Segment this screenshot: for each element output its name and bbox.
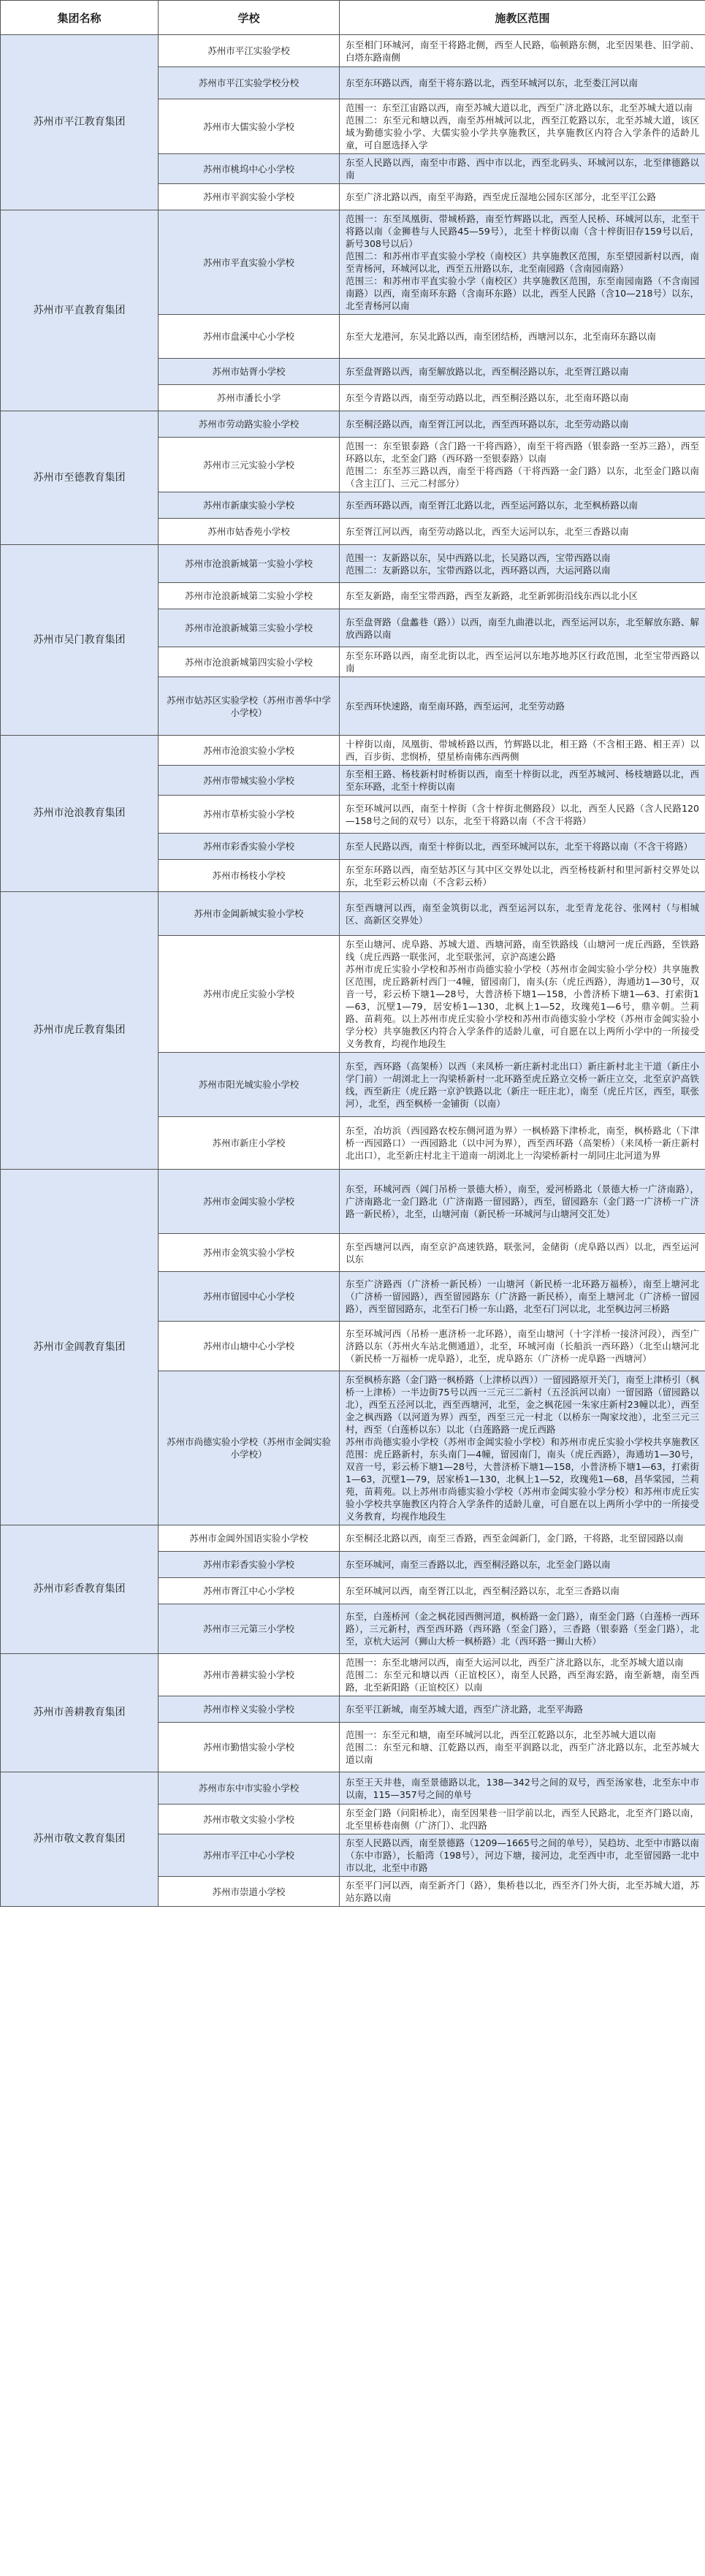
school-name: 苏州市留园中心小学校 bbox=[159, 1272, 340, 1322]
district-paragraph: 东至枫桥东路（金门路一枫桥路（上津桥以西））一留园路原开关门，南至上津桥引（枫桥一上津桥）一半边街75号以西一三元三二新村（五泾浜河以南）一留园路（留园路以北），西至五泾河以北，西至西塘河，北至，金之枫花园一朱家庄新村23幢以北），西至金之枫西路（以河道为界）西至，西至三元一村北（以桥东一陶家坟池），北至三元三村，西至（白莲桥以东）以北（白莲路路一虎丘西路 bbox=[346, 1374, 699, 1435]
header-row bbox=[1, 1, 705, 35]
school-name: 苏州市勤惜实验小学校 bbox=[159, 1723, 340, 1772]
district-paragraph: 东至金门路（问阳桥北），南至因果巷一旧学前以北，西至人民路北，北至齐门路以南，北至里桥巷南侧（广济门）、北四路 bbox=[346, 1807, 699, 1831]
district-range bbox=[340, 1805, 705, 1834]
district-paragraph: 东至环城河以西，南至十梓街（含十梓街北侧路段）以北，西至人民路（含人民路120—158号之间的双号）以东，北至干将路以南（不含干将路） bbox=[346, 802, 699, 826]
school-name: 苏州市平江实验学校分校 bbox=[159, 67, 340, 99]
district-paragraph: 东至广济北路以西，南至平海路，西至虎丘湿地公园东区部分，北至平江公路 bbox=[346, 191, 657, 202]
school-name: 苏州市山塘中心小学校 bbox=[159, 1322, 340, 1371]
school-name: 苏州市金阊新城实验小学校 bbox=[159, 892, 340, 936]
district-paragraph: 东至西环快速路，南至南环路，西至运河，北至劳动路 bbox=[346, 701, 565, 712]
table-row bbox=[1, 1170, 705, 1234]
district-range bbox=[340, 154, 705, 184]
district-range bbox=[340, 1322, 705, 1371]
group-name: 苏州市吴门教育集团 bbox=[1, 545, 159, 736]
district-paragraph: 东至东环路以西，南至北街以北，西至运河以东地苏地苏区行政范围，北至宝带西路以南 bbox=[346, 650, 699, 674]
district-paragraph: 东至环城河，南至三香路以北，西至桐泾路以东，北至金门路以南 bbox=[346, 1559, 611, 1570]
district-paragraph: 范围一：东至元和塘，南至环城河以北，西至江乾路以东，北至苏城大道以南 bbox=[346, 1729, 657, 1740]
group-name: 苏州市彩香教育集团 bbox=[1, 1525, 159, 1654]
district-paragraph: 东至西塘河以西，南至金筑街以北，西至运河以东，北至青龙花谷、张网村（与相城区、高新区交界处） bbox=[346, 902, 699, 926]
district-range bbox=[340, 647, 705, 677]
district-paragraph: 东至广济路西（广济桥一新民桥）一山塘河（新民桥一北环路万福桥），南至上塘河北（广济桥一留园路），西至留园路东（广济路一新民桥），南至上塘河北（广济桥一留园路），西至留园路东，北至石门桥一东山路，北至石门河以北，北至枫边河三桥路 bbox=[346, 1279, 699, 1314]
header-district: 施教区范围 bbox=[340, 1, 705, 35]
district-paragraph: 东至相门环城河，南至干将路北侧，西至人民路，临顿路东侧，北至因果巷、旧学前、白塔东路南侧 bbox=[346, 39, 699, 63]
district-paragraph: 东至王天井巷，南至景德路以北，138—342号之间的双号，西至汤家巷，北至东中市以南，115—357号之间的单号 bbox=[346, 1776, 699, 1800]
school-name: 苏州市沧浪实验小学校 bbox=[159, 736, 340, 766]
district-range bbox=[340, 359, 705, 385]
district-paragraph: 东至相王路、杨枝新村时桥街以西，南至十梓街以北，西至苏城河、杨枝塘路以北，西至东环路，北至十梓街以南 bbox=[346, 769, 699, 792]
school-name: 苏州市劳动路实验小学校 bbox=[159, 411, 340, 438]
district-paragraph: 东至平门河以西，南至新齐门（路），集桥巷以北，西至齐门外大街，北至苏城大道，苏站东路以南 bbox=[346, 1880, 699, 1903]
school-name: 苏州市沧浪新城第二实验小学校 bbox=[159, 583, 340, 609]
district-range bbox=[340, 99, 705, 154]
group-name: 苏州市虎丘教育集团 bbox=[1, 892, 159, 1170]
school-name: 苏州市胥江中心小学校 bbox=[159, 1578, 340, 1604]
table-row bbox=[1, 35, 705, 67]
district-range bbox=[340, 1578, 705, 1604]
district-paragraph: 东至环城河西（吊桥一惠济桥一北环路），南至山塘河（十字洋桥一接济河段），西至广济路以东（苏州火车站北侧通道），北至，环城河南（长船浜一西环路）（北至山塘河北（新民桥一万福桥一虎阜路），北至，虎阜路东（广济桥一虎阜路一西塘河） bbox=[346, 1328, 699, 1364]
school-name: 苏州市新庄小学校 bbox=[159, 1117, 340, 1170]
district-paragraph: 范围一：东至银泰路（含门路一干将西路），南至干将西路（银泰路一至苏三路），西至环路以东，北至金门路（西环路一至银泰路）以南 bbox=[346, 441, 699, 464]
district-range bbox=[340, 1772, 705, 1805]
district-paragraph: 范围二：东至元和塘以西，南至苏州城河以北，西至江乾路以东，北至苏城大道，该区域为勤德实验小学、大儒实验小学共享施教区，共享施教区内符合入学条件的适龄儿童，可自愿选择入学 bbox=[346, 115, 699, 150]
district-range bbox=[340, 677, 705, 736]
district-paragraph: 范围一：友新路以东，吴中西路以北，长吴路以西，宝带西路以南 bbox=[346, 552, 611, 563]
school-name: 苏州市阳光城实验小学校 bbox=[159, 1053, 340, 1117]
district-range bbox=[340, 1117, 705, 1170]
school-name: 苏州市大儒实验小学校 bbox=[159, 99, 340, 154]
school-name: 苏州市新康实验小学校 bbox=[159, 492, 340, 519]
district-range bbox=[340, 35, 705, 67]
district-paragraph: 东至盘胥路（盘蠡巷（路））以西，南至九曲港以北，西至运河以东，北至解放东路、解放西路以南 bbox=[346, 616, 699, 640]
district-paragraph: 东至东环路以西，南至姑苏区与其中区交界处以北，西至杨枝新村和里河新村交界处以东，北至彩云桥以南（不含彩云桥） bbox=[346, 864, 699, 888]
table-row bbox=[1, 210, 705, 315]
district-paragraph: 苏州市尚德实验小学校（苏州市金阊实验小学校）和苏州市虎丘实验小学校共享施教区范围：虎丘路新村，东头南门—4幢，留园南门，南头（虎丘西路），海通坊1—30号，双音一号，彩云桥下塘1—28号，大普济桥下塘1—158，小普济桥下塘1—63，打索街1—63，沉壁1—79，居家桥1—130，北枫上1—52，玫瑰苑1—68，昌华棠园，兰莉苑，苗莉苑。以上苏州市尚德实验小学校（苏州市金阊实验小学分校）和苏州市虎丘实验小学校共享施教区内符合入学条件的适龄儿童，可自愿在以上两所小学中的一所接受义务教育，均视作地段生 bbox=[346, 1436, 699, 1522]
district-paragraph: 范围二：东至苏三路以西，南至干将西路（干将西路一金门路）以东，北至金门路以南（含主江门、三元二村部分） bbox=[346, 465, 699, 489]
district-range bbox=[340, 1525, 705, 1552]
school-name: 苏州市彩香实验小学校 bbox=[159, 1552, 340, 1578]
school-name: 苏州市彩香实验小学校 bbox=[159, 834, 340, 860]
header-group: 集团名称 bbox=[1, 1, 159, 35]
district-paragraph: 苏州市虎丘实验小学校和苏州市尚德实验小学校（苏州市金阊实验小学分校）共享施教区范围，虎丘路新村西门一4幢，留园南门，南头(东（虎丘西路），海通坊1—30号，双音一号，彩云桥下塘1—28号，大普济桥下塘1—158，小普济桥下塘1—63、打索街1—63，沉壁1—79，居安桥1—130，北枫上1—52，玫瑰苑1—6号，鼎辛朝。兰莉路、苗莉苑。以上苏州市虎丘实验小学校和苏州市尚德实验小学校（苏州市金阊实验小学分校）共享施教区内符合入学条件的适龄儿童，可自愿在以上两所小学中的一所接受义务教育，均视作地段生 bbox=[346, 964, 699, 1049]
district-range bbox=[340, 1272, 705, 1322]
district-range bbox=[340, 315, 705, 359]
school-name: 苏州市金筑实验小学校 bbox=[159, 1234, 340, 1272]
school-name: 苏州市三元第三小学校 bbox=[159, 1604, 340, 1654]
district-paragraph: 范围二：友新路以东，宝带西路以北，西环路以西，大运河路以南 bbox=[346, 564, 611, 576]
district-range bbox=[340, 609, 705, 647]
district-paragraph: 东至西环路以西，南至胥江北路以北，西至运河路以东，北至枫桥路以南 bbox=[346, 500, 639, 511]
school-name: 苏州市姑苏区实验学校（苏州市善华中学小学校） bbox=[159, 677, 340, 736]
district-range bbox=[340, 1877, 705, 1907]
district-range bbox=[340, 1654, 705, 1696]
district-range bbox=[340, 1723, 705, 1772]
header-school: 学校 bbox=[159, 1, 340, 35]
school-name: 苏州市草桥实验小学校 bbox=[159, 796, 340, 834]
district-range bbox=[340, 545, 705, 583]
district-paragraph: 范围一：东至凤凰街、带城桥路，南至竹辉路以北，西至人民桥、环城河以东，北至干将路以南（金狮巷与人民路45—59号），北至十梓街以南（含十梓街旧存159号以后，新号308号以后） bbox=[346, 213, 699, 249]
district-range bbox=[340, 67, 705, 99]
district-paragraph: 范围一：东至江宙路以西，南至苏城大道以北，西至广济北路以东，北至苏城大道以南 bbox=[346, 102, 693, 113]
group-name: 苏州市平直教育集团 bbox=[1, 210, 159, 411]
district-paragraph: 东至，冶坊浜（西园路农校东侧河道为界）一枫桥路下津桥北，南至，枫桥路北（下津桥一西园路口）一西园路北（以中河为界），西至西环路（高架桥）（来凤桥一新庄新村北出口），北至新庄村北主干道南一胡浏北上一沟梁桥新村一胡同庄北河道为界 bbox=[346, 1125, 699, 1161]
school-name: 苏州市盘溪中心小学校 bbox=[159, 315, 340, 359]
school-name: 苏州市潘长小学 bbox=[159, 385, 340, 411]
district-range bbox=[340, 438, 705, 492]
district-range bbox=[340, 184, 705, 210]
school-name: 苏州市崇道小学校 bbox=[159, 1877, 340, 1907]
district-paragraph: 东至平江新城，南至苏城大道，西至广济北路，北至平海路 bbox=[346, 1704, 584, 1715]
district-paragraph: 东至桐泾北路以西，南至三香路，西至金阊新门，金门路，干将路，北至留园路以南 bbox=[346, 1533, 684, 1544]
school-name: 苏州市善耕实验小学校 bbox=[159, 1654, 340, 1696]
table-row bbox=[1, 892, 705, 936]
group-name: 苏州市平江教育集团 bbox=[1, 35, 159, 210]
district-range bbox=[340, 892, 705, 936]
district-range bbox=[340, 796, 705, 834]
table-row bbox=[1, 1772, 705, 1805]
district-paragraph: 东至山塘河、虎阜路、苏城大道、西塘河路，南至铁路线（山塘河一虎丘西路，至铁路线（虎丘西路一联张河，北至联张河，京沪高速公路 bbox=[346, 939, 699, 962]
school-name: 苏州市沧浪新城第四实验小学校 bbox=[159, 647, 340, 677]
school-name: 苏州市沧浪新城第三实验小学校 bbox=[159, 609, 340, 647]
district-paragraph: 东至，环城河西（阊门吊桥一景德大桥），南至，爱河桥路北（景德大桥一广济南路），广济南路北一金门路北（广济南路一留园路），西至，留园路东（金门路一广济桥一广济路一新民桥），北至，山塘河南（新民桥一环城河与山塘河交汇处） bbox=[346, 1184, 699, 1219]
district-paragraph: 东至友新路，南至宝带西路，西至友新路，北至新郭街沿线东西以北小区 bbox=[346, 590, 639, 601]
group-name: 苏州市善耕教育集团 bbox=[1, 1654, 159, 1772]
school-name: 苏州市梓义实验小学校 bbox=[159, 1696, 340, 1723]
district-paragraph: 东至，白莲桥河（金之枫花园西侧河道，枫桥路一金门路），南至金门路（白莲桥一西环路），三元新村，西至西环路（西环路（至金门路），三香路（银泰路（至金门路），北至，京杭大运河（狮山大桥一枫桥路）北（西环路一狮山大桥） bbox=[346, 1611, 699, 1647]
table-row bbox=[1, 1525, 705, 1552]
school-name: 苏州市沧浪新城第一实验小学校 bbox=[159, 545, 340, 583]
school-name: 苏州市平润实验小学校 bbox=[159, 184, 340, 210]
district-range bbox=[340, 936, 705, 1053]
group-name: 苏州市至德教育集团 bbox=[1, 411, 159, 545]
school-name: 苏州市桃坞中心小学校 bbox=[159, 154, 340, 184]
district-range bbox=[340, 1604, 705, 1654]
table-body bbox=[1, 35, 705, 1907]
school-name: 苏州市平直实验小学校 bbox=[159, 210, 340, 315]
school-name: 苏州市姑胥小学校 bbox=[159, 359, 340, 385]
district-range bbox=[340, 519, 705, 545]
school-name: 苏州市虎丘实验小学校 bbox=[159, 936, 340, 1053]
table-row bbox=[1, 1654, 705, 1696]
district-range bbox=[340, 834, 705, 860]
group-name: 苏州市敬文教育集团 bbox=[1, 1772, 159, 1907]
school-name: 苏州市敬文实验小学校 bbox=[159, 1805, 340, 1834]
district-paragraph: 东至东环路以西，南至干将东路以北，西至环城河以东，北至娄江河以南 bbox=[346, 77, 639, 88]
district-range bbox=[340, 1696, 705, 1723]
district-range bbox=[340, 860, 705, 892]
district-paragraph: 东至人民路以西，南至景德路（1209—1665号之间的单号），吴趋坊、北至中市路以南（东中市路），长船湾（198号），河边下塘，接河边，北至西中市，北至留园路一北中市以北，北至中市路 bbox=[346, 1837, 699, 1873]
table-row bbox=[1, 736, 705, 766]
school-name: 苏州市带城实验小学校 bbox=[159, 766, 340, 796]
district-paragraph: 东至今青路以西，南至劳动路以北，西至桐泾路以东，北至南环路以南 bbox=[346, 392, 629, 403]
school-name: 苏州市尚德实验小学校（苏州市金阊实验小学校） bbox=[159, 1371, 340, 1525]
district-range bbox=[340, 583, 705, 609]
district-paragraph: 东至人民路以西，南至中市路、西中市以北，西至北码头、环城河以东，北至律德路以南 bbox=[346, 157, 699, 180]
district-range bbox=[340, 1834, 705, 1877]
district-paragraph: 东至大龙港河，东吴北路以西，南至团结桥，西塘河以东，北至南环东路以南 bbox=[346, 331, 657, 342]
district-paragraph: 东至桐泾路以西，南至胥江河以北，西至西环路以东，北至劳动路以南 bbox=[346, 419, 629, 430]
school-name: 苏州市东中市实验小学校 bbox=[159, 1772, 340, 1805]
district-paragraph: 东至人民路以西，南至十梓街以北，西至环城河以东，北至干将路以南（不含干将路） bbox=[346, 841, 693, 852]
school-name: 苏州市平江中心小学校 bbox=[159, 1834, 340, 1877]
school-name: 苏州市平江实验学校 bbox=[159, 35, 340, 67]
district-paragraph: 范围二：东至元和塘、江乾路以西，南至平润路以北，西至广济北路以东，北至苏城大道以南 bbox=[346, 1742, 699, 1765]
district-paragraph: 东至，西环路（高架桥）以西（来凤桥一新庄新村北出口）新庄新村北主干道（新庄小学门前）一胡浏北上一沟梁桥新村一北环路至虎丘路立交桥一新庄立交，北至京沪高铁线，西至新庄（虎丘路一京沪铁路以北（新庄一旺庄北），南至（虎丘片区，西至，联张河），北至，西至枫桥一金铺街（以南） bbox=[346, 1060, 699, 1109]
district-range bbox=[340, 766, 705, 796]
school-name: 苏州市金阊外国语实验小学校 bbox=[159, 1525, 340, 1552]
group-name: 苏州市沧浪教育集团 bbox=[1, 736, 159, 892]
table-row bbox=[1, 411, 705, 438]
district-range bbox=[340, 1371, 705, 1525]
district-range bbox=[340, 1170, 705, 1234]
school-name: 苏州市杨枝小学校 bbox=[159, 860, 340, 892]
district-paragraph: 范围二：和苏州市平直实验小学校（南校区）共享施教区范围，东至望园新村以西，南至青杨河，环城河以北，西至五卅路以东，北至南园路（含南园南路） bbox=[346, 251, 699, 274]
district-paragraph: 东至胥江河以西，南至劳动路以北，西至大运河以东，北至三香路以南 bbox=[346, 526, 629, 537]
district-range bbox=[340, 1053, 705, 1117]
district-range bbox=[340, 1552, 705, 1578]
school-name: 苏州市姑香苑小学校 bbox=[159, 519, 340, 545]
group-name: 苏州市金阊教育集团 bbox=[1, 1170, 159, 1525]
school-name: 苏州市金阊实验小学校 bbox=[159, 1170, 340, 1234]
district-range bbox=[340, 385, 705, 411]
school-name: 苏州市三元实验小学校 bbox=[159, 438, 340, 492]
district-paragraph: 范围一：东至北塘河以西，南至大运河以北，西至广济北路以东，北至苏城大道以南 bbox=[346, 1657, 684, 1668]
district-paragraph: 东至西塘河以西，南至京沪高速铁路，联张河，金储街（虎阜路以西）以北，西至运河以东 bbox=[346, 1241, 699, 1265]
district-range bbox=[340, 492, 705, 519]
district-range bbox=[340, 1234, 705, 1272]
district-range bbox=[340, 210, 705, 315]
district-paragraph: 范围二：东至元和塘以西（正谊校区），南至人民路，西至海宏路，南至新塘，南至西路，北至新阳路（正谊校区）以南 bbox=[346, 1669, 699, 1693]
district-paragraph: 十梓街以南，凤凰街、带城桥路以西，竹辉路以北，相王路（不含相王路、相王弄）以西，百步街、悲悯桥，望星桥南佛东西两侧 bbox=[346, 739, 699, 762]
district-paragraph: 东至盘胥路以西，南至解放路以北，西至桐泾路以东，北至胥江路以南 bbox=[346, 366, 629, 377]
district-range bbox=[340, 736, 705, 766]
district-paragraph: 东至环城河以西，南至胥江以北，西至桐泾路以东，北至三香路以南 bbox=[346, 1585, 620, 1596]
district-paragraph: 范围三：和苏州市平直实验小学（南校区）共享施教区范围，东至南园南路（不含南园南路）以西，南至南环东路（含南环东路）以北，西至人民路（含10—218号）以东，北至青杨河以南 bbox=[346, 275, 699, 311]
district-range bbox=[340, 411, 705, 438]
table-row bbox=[1, 545, 705, 583]
